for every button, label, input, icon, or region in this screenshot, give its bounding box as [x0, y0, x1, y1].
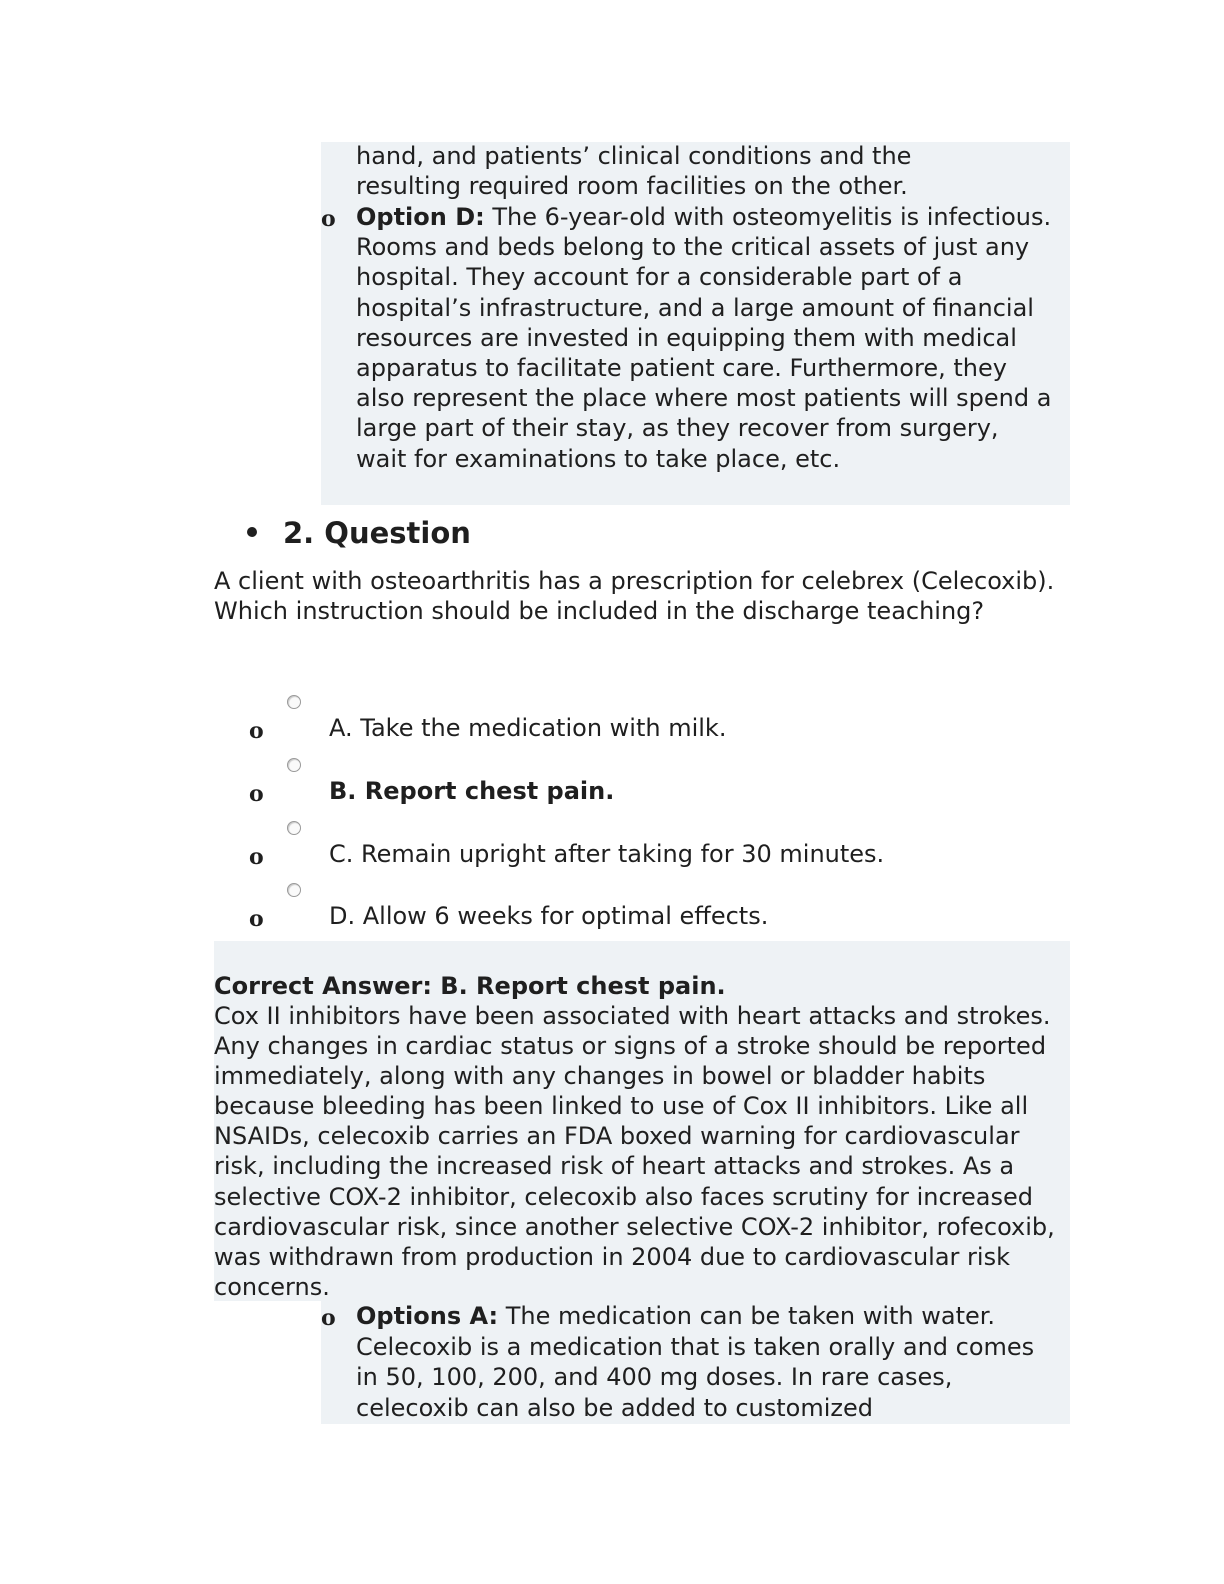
list-bullet: o	[249, 906, 264, 932]
answer-option-a[interactable]	[249, 708, 1049, 748]
list-bullet: o	[249, 844, 264, 870]
radio-button-icon[interactable]	[287, 758, 301, 772]
list-bullet: o	[249, 718, 264, 744]
radio-button-icon[interactable]	[287, 821, 301, 835]
option-a-text: The medication can be taken with water. Celecoxib is a medication that is taken orally and comes in 50, 100, 200, and 400 mg doses. In rare cases, celecoxib can also be added to customized	[356, 1302, 1035, 1422]
radio-button-icon[interactable]	[287, 695, 301, 709]
option-d-label: Option D:	[356, 203, 485, 231]
radio-button-icon[interactable]	[287, 883, 301, 897]
option-label[interactable]: B. Report chest pain.	[329, 777, 615, 805]
list-bullet: o	[249, 781, 264, 807]
option-d-text: The 6-year-old with osteomyelitis is infectious. Rooms and beds belong to the critical assets of just any hospital. They account for a considerable part of a hospital’s infrastructure, and a large amount of financial resources are invested in equipping them with medical apparatus to facilitate patient care. Furthermore, they also represent the place where most patients will spend a large part of their stay, as they recover from surgery, wait for examinations to take place, etc.	[356, 203, 1052, 473]
answer-explanation-text: Cox II inhibitors have been associated with heart attacks and strokes. Any changes in cardiac status or signs of a stroke should be reported immediately, along with any changes in bowel or bladder habits because bleeding has been linked to use of Cox II inhibitors. Like all NSAIDs, celecoxib carries an FDA boxed warning for cardiovascular risk, including the increased risk of heart attacks and strokes. As a selective COX-2 inhibitor, celecoxib also faces scrutiny for increased cardiovascular risk, since another selective COX-2 inhibitor, rofecoxib, was withdrawn from production in 2004 due to cardiovascular risk concerns.	[214, 1002, 1055, 1301]
question-heading	[247, 516, 471, 550]
option-d-explanation	[356, 202, 1056, 474]
answer-option-c[interactable]	[249, 834, 1049, 874]
list-bullet: o	[321, 1305, 336, 1331]
option-label[interactable]: D. Allow 6 weeks for optimal effects.	[329, 902, 769, 930]
list-bullet: o	[321, 206, 336, 232]
answer-option-d[interactable]	[249, 896, 1049, 936]
correct-answer-title: Correct Answer: B. Report chest pain.	[214, 972, 726, 1000]
option-a-explanation	[356, 1301, 1056, 1423]
option-label[interactable]: C. Remain upright after taking for 30 minutes.	[329, 840, 885, 868]
answer-option-b[interactable]	[249, 771, 1049, 811]
option-label[interactable]: A. Take the medication with milk.	[329, 714, 727, 742]
question-title: 2. Question	[283, 516, 471, 550]
explanation-line: resulting required room facilities on the other.	[356, 172, 908, 200]
bullet-dot-icon	[247, 527, 257, 537]
option-a-label: Options A:	[356, 1302, 499, 1330]
question-stem: A client with osteoarthritis has a prescription for celebrex (Celecoxib). Which instruction should be included in the discharge teaching?	[214, 567, 1055, 626]
explanation-line: hand, and patients’ clinical conditions and the	[356, 142, 912, 170]
